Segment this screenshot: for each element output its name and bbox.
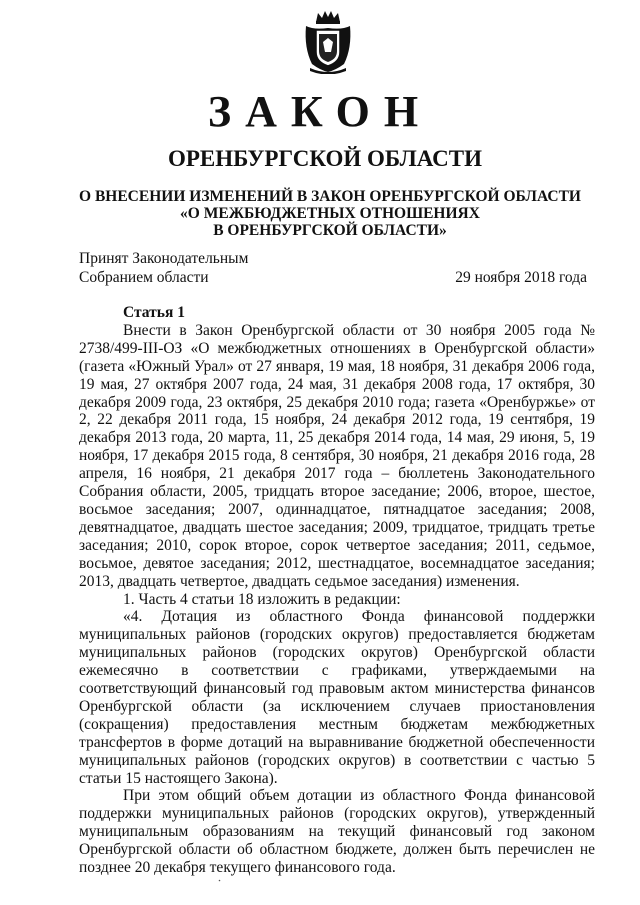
subject-line: О ВНЕСЕНИИ ИЗМЕНЕНИЙ В ЗАКОН ОРЕНБУРГСКОЙ ОБЛАСТИ [79,188,581,205]
scan-speck [218,879,221,882]
adopted-date: 29 ноября 2018 года [455,269,587,286]
region-title: ОРЕНБУРГСКОЙ ОБЛАСТИ [167,146,483,171]
law-body [79,304,595,877]
adopted-by-line: Собранием области [79,269,209,286]
paragraph: При этом общий объем дотации из областного Фонда финансовой поддержки муниципальных районов (городских округов), утвержденный муниципальным образованиям на текущий финансовый год законом Оренбургской области об областном бюджете, должен быть перечислен не позднее 20 декабря текущего финансового года. [79,787,595,877]
paragraph: «4. Дотация из областного Фонда финансовой поддержки муниципальных районов (городских округов) предоставляется бюджетам муниципальных районов (городских округов) Оренбургской области ежемесячно в соответствии с графиками, утверждаемыми на соответствующий финансовый год правовым актом министерства финансов Оренбургской области (за исключением случаев приостановления (сокращения) предоставления местным бюджетам межбюджетных трансфертов в форме дотаций на выравнивание бюджетной обеспеченности муниципальных районов (городских округов) в соответствии с частью 5 статьи 15 настоящего Закона). [79,608,595,787]
article-heading: Статья 1 [123,304,185,321]
law-title: ЗАКОН [207,87,433,136]
coat-of-arms-icon [302,8,354,74]
paragraph: Внести в Закон Оренбургской области от 30 ноября 2005 года № 2738/499-III-ОЗ «О межбюджетных отношениях в Оренбургской области» (газета «Южный Урал» от 27 января, 19 мая, 18 ноября, 31 декабря 2006 года, 19 мая, 27 октября 2007 года, 24 мая, 31 декабря 2008 года, 17 октября, 30 декабря 2009 года, 23 октября, 25 декабря 2010 года; газета «Оренбуржье» от 2, 22 декабря 2011 года, 15 ноября, 24 декабря 2012 года, 19 сентября, 19 декабря 2013 года, 20 марта, 11, 25 декабря 2014 года, 14 мая, 29 июня, 5, 19 ноября, 17 декабря 2015 года, 8 сентября, 30 ноября, 21 декабря 2016 года, 28 апреля, 16 ноября, 21 декабря 2017 года – бюллетень Законодательного Собрания области, 2005, тридцать второе заседание; 2006, второе, шестое, восьмое заседания; 2007, одиннадцатое, пятнадцатое заседания; 2008, девятнадцатое, двадцать шестое заседания; 2009, тридцатое, тридцать третье заседания; 2010, сорок второе, сорок четвертое заседания; 2011, седьмое, восьмое, девятое заседания; 2012, шестнадцатое, восемнадцатое заседания; 2013, двадцать четвертое, двадцать седьмое заседания) изменения. [79,321,595,590]
paragraph: 1. Часть 4 статьи 18 изложить в редакции: [123,590,401,608]
law-subject [70,188,590,239]
adopted-by [79,249,248,287]
subject-line: «О МЕЖБЮДЖЕТНЫХ ОТНОШЕНИЯХ [180,205,480,222]
subject-line: В ОРЕНБУРГСКОЙ ОБЛАСТИ» [213,222,447,239]
adopted-by-line: Принят Законодательным [79,250,249,267]
